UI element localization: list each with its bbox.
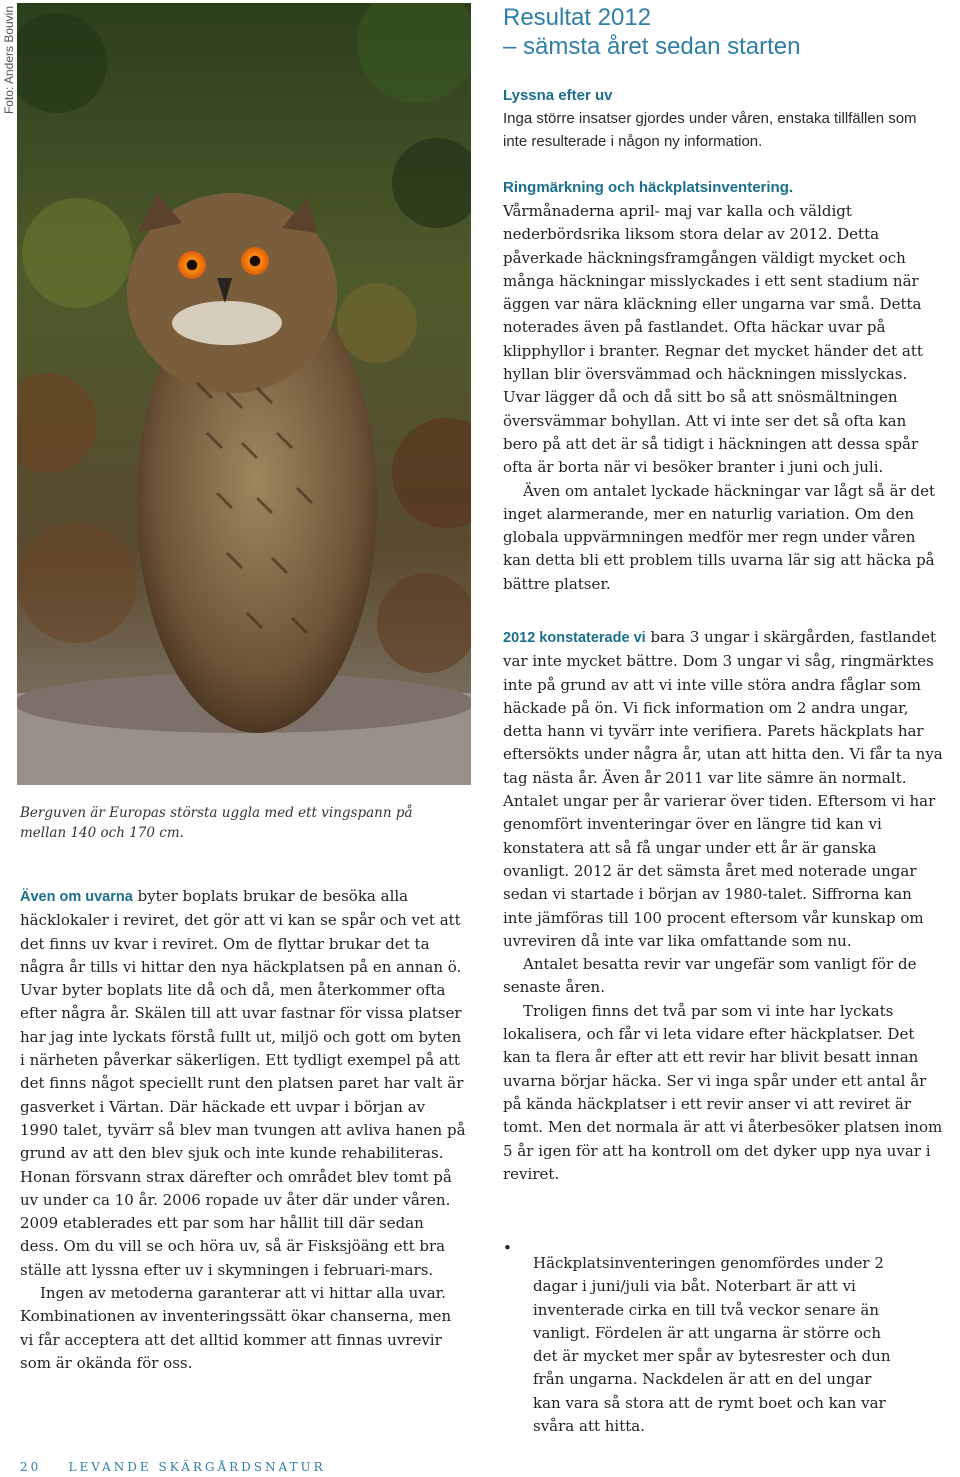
paragraph-text: bara 3 ungar i skärgården, fastlandet var inte mycket bättre. Dom 3 ungar vi såg, ringmärktes inte på grund av att vi inte ville störa andra fåglar som häckade på ön. Vi fick information om 2 andra ungar, detta hann vi tyvärr inte verifiera. Parets häckplats har eftersökts under några år, utan att hitta den. Vi får ta nya tag nästa år. Även år 2011 var lite sämre än normalt. Antalet ungar per år varierar över tiden. Eftersom vi har genomfört inventeringar över en längre tid kan vi konstatera att så få ungar under ett år är ganska ovanligt. 2012 är det sämsta året med noterade ungar sedan vi startade i början av 1980-talet. Siffrorna kan inte jämföras till 100 procent eftersom vår kunskap om uvreviren då inte var lika omfattande som nu. [503,628,943,950]
bullet-symbol: • [503,1239,512,1257]
article-header [503,3,943,61]
article-title-line1: Resultat 2012 [503,4,652,31]
paragraph-text: byter boplats brukar de besöka alla häcklokaler i reviret, det gör att vi kan se spår och vet att det finns uv kvar i reviret. Om de flyttar brukar det ta några år tills vi hittar den nya häckplatsen på en annan ö. Uvar byter boplats lite då och då, men återkommer ofta efter några år. Skälen till att uvar fastnar för vissa platser har jag inte lyckats förstå fullt ut, miljö och gott om byten i närheten påverkar säkerligen. Ett tydligt exempel på att det finns något speciellt runt den platsen paret har valt är gasverket i Värtan. Där häckade ett uvpar i början av 1990 talet, tyvärr så blev man tvungen att avliva hanen på grund av att den blev sjuk och inte kunde rehabiliteras. Honan försvann strax därefter och området blev tomt på uv under ca 10 år. 2006 ropade uv åter där under våren. 2009 etablerades ett par som har hållit till där sedan dess. Om du vill se och höra uv, så är Fisksjöäng ett bra ställe att lyssna efter uv i skymningen i februari-mars. [20,887,466,1279]
lead-in: 2012 konstaterade vi [503,630,646,646]
section-uvarna [20,885,466,1375]
paragraph: Troligen finns det två par som vi inte har lyckats lokalisera, och får vi leta vidare efter häckplatser. Det kan ta flera år efter att ett revir har blivit besatt innan uvarna börjar häcka. Ser vi inga spår under ett antal år på kända häckplatser i ett revir anser vi att reviret är tomt. Men det normala är att vi återbesöker platsen inom 5 år igen för att ha kontroll om det dyker upp nya uvar i reviret. [503,1001,943,1183]
publication-name: LEVANDE SKÄRGÅRDSNATUR [68,1460,326,1474]
page-number: 20 [20,1460,42,1474]
page-footer [20,1460,326,1474]
section-2012 [503,626,943,1186]
section-text: Inga större insatser gjordes under våren, enstaka tillfällen som inte resulterade i någon ny information. [503,110,917,150]
photo-credit: Foto: Anders Bouvin [2,5,16,115]
bullet-text: Häckplatsinventeringen genomfördes under 2 dagar i juni/juli via båt. Noterbart är att vi inventerade cirka en till två veckor senare än vanligt. Fördelen är att ungarna är större och det är mycket mer spår av bytesrester och dun från ungarna. Nackdelen är att en del ungar kan vara så stora att de rymt boet och kan var svåra att hitta. [533,1254,891,1436]
article-title-line2: – sämsta året sedan starten [503,33,801,60]
paragraph [503,626,943,953]
paragraph: Vårmånaderna april- maj var kalla och väldigt nederbördsrika liksom stora delar av 2012. Detta påverkade häckningsframgången väldigt mycket och många häckningar misslyckades i ett sent stadium när äggen var nära kläckning eller ungarna var små. Detta noterades även på fastlandet. Ofta häckar uvar på klipphyllor i branter. Regnar det mycket händer det att hyllan blir översvämmad och häckningen misslyckas. Uvar lägger då och då sitt bo så att snösmältningen översvämmar bohyllan. Att vi inte ser det så ofta kan bero på att det är så tidigt i häckningen att dessa spår ofta är borta när vi besöker branter i juni och juli. [503,202,923,477]
section-heading: Ringmärkning och häckplatsinventering. [503,179,794,196]
photo-caption: Berguven är Europas största uggla med ett vingspann på mellan 140 och 170 cm. [20,805,413,841]
section-listen [503,85,943,153]
section-heading: Lyssna efter uv [503,87,613,104]
bullet-item [503,1237,943,1453]
paragraph: Ingen av metoderna garanterar att vi hittar alla uvar. Kombinationen av inventeringssätt ökar chanserna, men vi får acceptera att det alltid kommer att finnas uvrevir som är okända för oss. [20,1284,452,1372]
section-ringmarkning [503,177,943,596]
paragraph: Antalet besatta revir var ungefär som vanligt för de senaste åren. [503,955,917,997]
paragraph [20,885,466,1282]
lead-in: Även om uvarna [20,889,133,905]
paragraph: Även om antalet lyckade häckningar var lågt så är det inget alarmerande, mer en naturlig variation. Om den globala uppvärmningen medför mer regn under våren kan detta bli ett problem tills uvarna lär sig att häcka på bättre platser. [503,481,936,593]
owl-photo [17,3,471,785]
